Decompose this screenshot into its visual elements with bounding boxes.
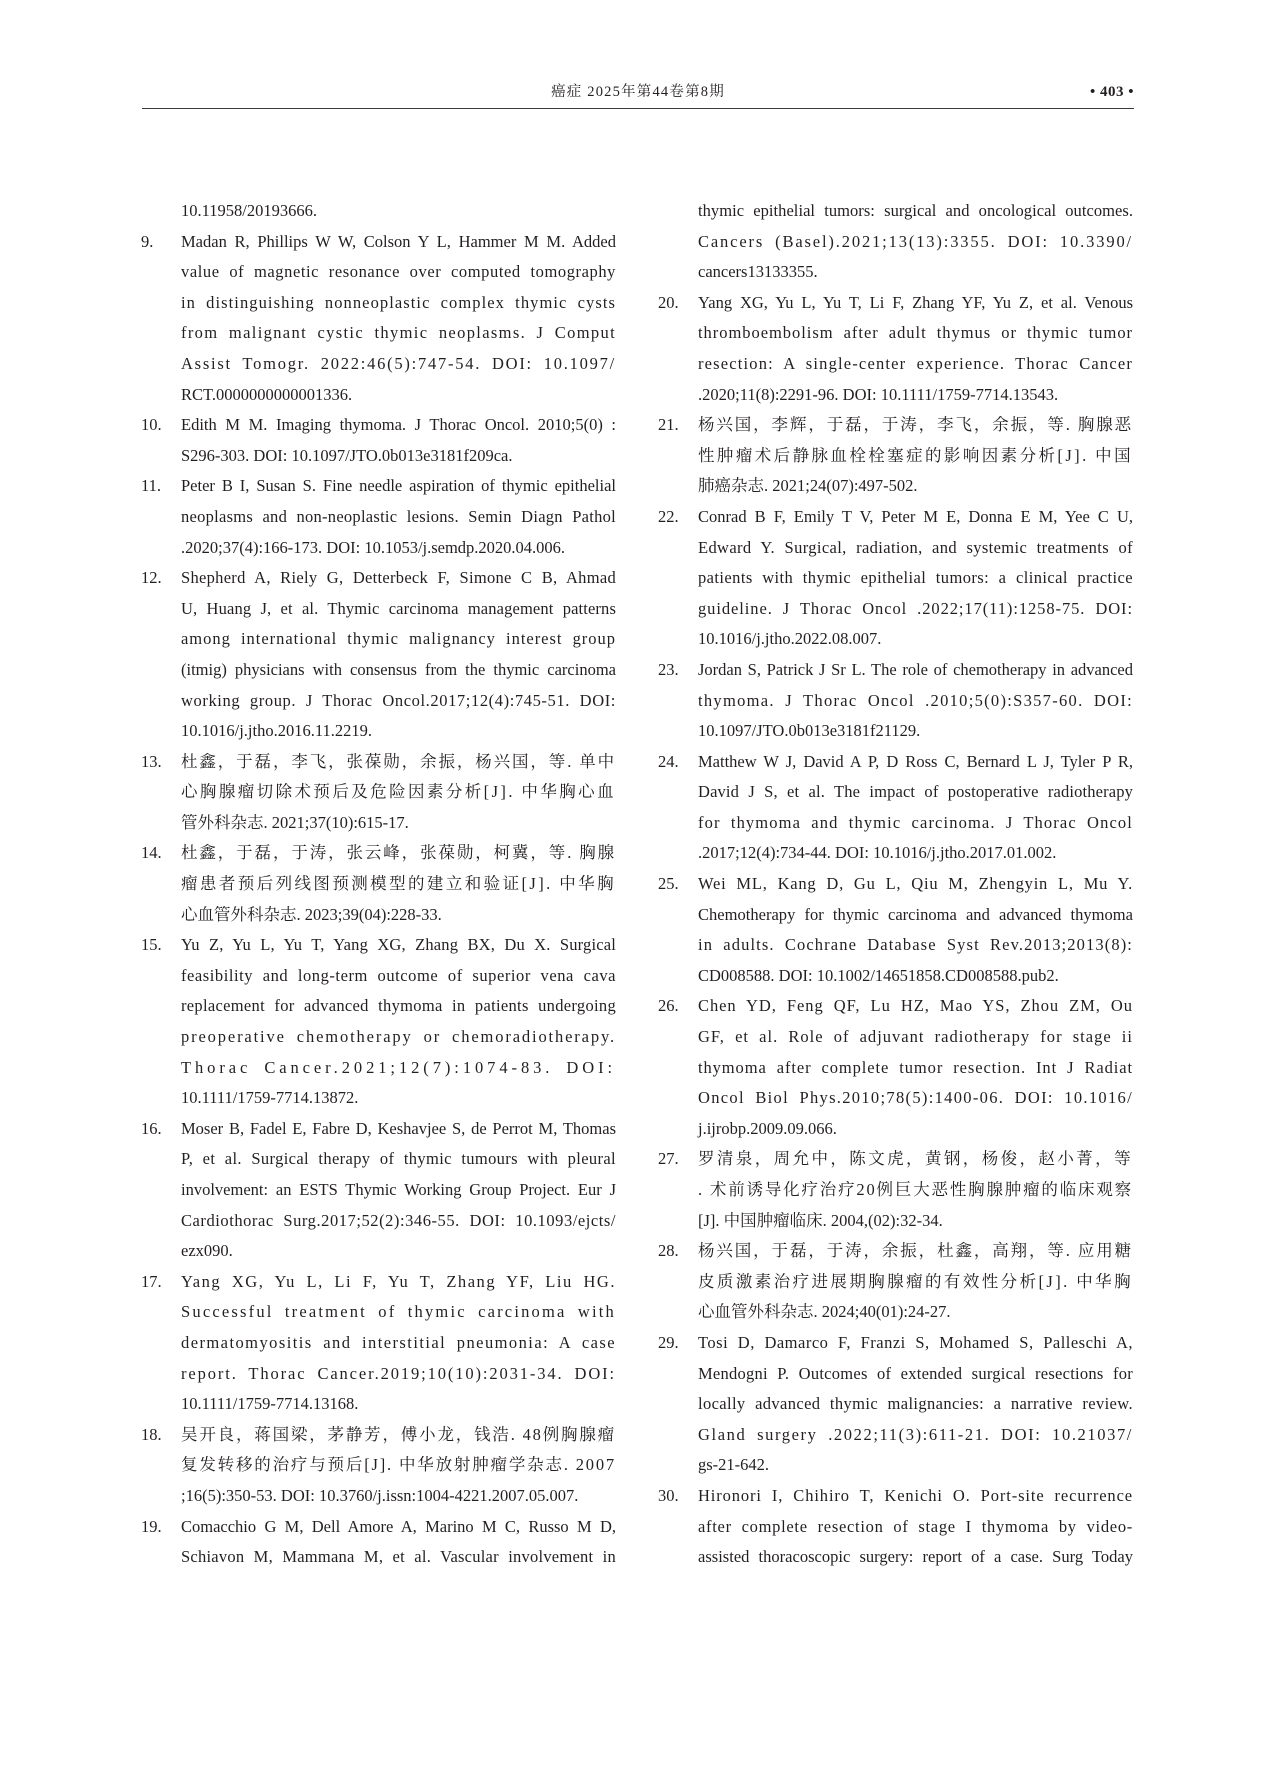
reference-line-text: ;16(5):350-53. DOI: 10.3760/j.issn:1004-4221.2007.05.007. [181, 1485, 579, 1505]
reference-line [181, 624, 616, 655]
reference-line-text: Thorac Cancer.2021;12(7):1074-83. DOI: [181, 1057, 616, 1077]
reference-line-text: Madan R, Phillips W W, Colson Y L, Hammer M M. Added [181, 231, 616, 251]
reference-line [698, 349, 1133, 380]
reference-line-text: 10.1097/JTO.0b013e3181f21129. [698, 721, 921, 741]
reference-line-text: 杜鑫，于磊，于涛，张云峰，张葆勋，柯冀，等. 胸腺 [181, 843, 616, 863]
reference-line-text: Edith M M. Imaging thymoma. J Thorac Oncol. 2010;5(0) : [181, 415, 616, 435]
reference-item [141, 1512, 616, 1573]
reference-number: 11. [141, 476, 162, 496]
reference-line [181, 961, 616, 992]
reference-line-text: [J]. 中国肿瘤临床. 2004,(02):32-34. [698, 1210, 943, 1230]
reference-number: 30. [658, 1485, 679, 1505]
reference-line [181, 533, 616, 564]
reference-line-text: 性肿瘤术后静脉血栓栓塞症的影响因素分析[J]. 中国 [698, 445, 1133, 465]
reference-line-text: (itmig) physicians with consensus from the thymic carcinoma [181, 659, 616, 679]
reference-number: 17. [141, 1271, 162, 1291]
reference-line [181, 1267, 616, 1298]
reference-line [698, 1450, 1133, 1481]
reference-line [698, 991, 1133, 1022]
reference-line [181, 747, 616, 778]
reference-item [658, 1236, 1133, 1328]
reference-line [698, 869, 1133, 900]
running-head [0, 81, 1276, 103]
reference-number: 21. [658, 415, 679, 435]
reference-item [141, 747, 616, 839]
reference-line [181, 900, 616, 931]
reference-line-text: neoplasms and non-neoplastic lesions. Semin Diagn Pathol [181, 506, 616, 526]
reference-line [698, 257, 1133, 288]
reference-line-text: 心胸腺瘤切除术预后及危险因素分析[J]. 中华胸心血 [181, 782, 616, 802]
reference-number: 20. [658, 292, 679, 312]
reference-line [698, 1359, 1133, 1390]
reference-number: 22. [658, 506, 679, 526]
reference-line-text: thromboembolism after adult thymus or thymic tumor [698, 323, 1133, 343]
reference-line-text: thymoma after complete tumor resection. Int J Radiat [698, 1057, 1133, 1077]
reference-line [698, 410, 1133, 441]
reference-item [658, 747, 1133, 869]
reference-line [698, 1389, 1133, 1420]
reference-line-text: involvement: an ESTS Thymic Working Group Project. Eur J [181, 1180, 616, 1199]
reference-line-text: 10.1111/1759-7714.13168. [181, 1394, 359, 1414]
page-number: • 403 • [1089, 84, 1134, 100]
reference-line-text: resection: A single-center experience. Thorac Cancer [698, 353, 1133, 373]
reference-number: 16. [141, 1118, 162, 1138]
reference-line [698, 777, 1133, 808]
reference-item [141, 410, 616, 471]
reference-line [698, 1297, 1133, 1328]
reference-line-text: 肺癌杂志. 2021;24(07):497-502. [698, 476, 918, 496]
reference-line-text: Chen YD, Feng QF, Lu HZ, Mao YS, Zhou ZM, Ou [698, 996, 1133, 1016]
reference-line [181, 991, 616, 1022]
reference-line [181, 196, 616, 227]
reference-line [698, 747, 1133, 778]
reference-line-text: 管外科杂志. 2021;37(10):615-17. [181, 812, 409, 832]
journal-issue: 癌症 2025年第44卷第8期 [551, 84, 725, 100]
reference-line [698, 838, 1133, 869]
reference-line [698, 1328, 1133, 1359]
reference-line-text: GF, et al. Role of adjuvant radiotherapy for stage ii [698, 1027, 1133, 1047]
reference-line [181, 1144, 616, 1175]
reference-line-text: Oncol Biol Phys.2010;78(5):1400-06. DOI: 10.1016/ [698, 1088, 1133, 1108]
reference-line-text: j.ijrobp.2009.09.066. [698, 1118, 837, 1138]
reference-line-text: guideline. J Thorac Oncol .2022;17(11):1258-75. DOI: [698, 598, 1133, 618]
reference-item [141, 563, 616, 747]
reference-line [181, 594, 616, 625]
reference-line-text: locally advanced thymic malignancies: a narrative review. [698, 1394, 1133, 1414]
reference-number: 23. [658, 659, 679, 679]
reference-number: 26. [658, 996, 679, 1016]
reference-line-text: feasibility and long-term outcome of superior vena cava [181, 965, 616, 985]
reference-continuation [141, 196, 616, 227]
reference-number: 25. [658, 874, 679, 894]
reference-item [141, 838, 616, 930]
reference-line-text: Assist Tomogr. 2022:46(5):747-54. DOI: 10.1097/ [181, 353, 616, 373]
reference-line [698, 1481, 1133, 1512]
reference-line [698, 1022, 1133, 1053]
reference-line [698, 502, 1133, 533]
reference-line-text: Edward Y. Surgical, radiation, and systemic treatments of [698, 537, 1133, 557]
reference-line-text: preoperative chemotherapy or chemoradiotherapy. [181, 1027, 616, 1047]
reference-line [698, 1267, 1133, 1298]
reference-line-text: Shepherd A, Riely G, Detterbeck F, Simone C B, Ahmad [181, 568, 616, 588]
reference-line-text: 10.11958/20193666. [181, 201, 317, 220]
reference-line [181, 288, 616, 319]
reference-line [181, 410, 616, 441]
reference-line-text: Cardiothorac Surg.2017;52(2):346-55. DOI: 10.1093/ejcts/ [181, 1210, 616, 1230]
reference-line [698, 655, 1133, 686]
reference-line-text: Moser B, Fadel E, Fabre D, Keshavjee S, de Perrot M, Thomas [181, 1118, 616, 1138]
reference-line [698, 1420, 1133, 1451]
reference-item [141, 930, 616, 1114]
reference-line [181, 1481, 616, 1512]
reference-line-text: Conrad B F, Emily T V, Peter M E, Donna E M, Yee C U, [698, 506, 1133, 526]
reference-line [181, 1114, 616, 1145]
reference-line-text: Yu Z, Yu L, Yu T, Yang XG, Zhang BX, Du X. Surgical [181, 935, 616, 955]
reference-line-text: Wei ML, Kang D, Gu L, Qiu M, Zhengyin L, Mu Y. [698, 874, 1133, 894]
reference-line-text: Schiavon M, Mammana M, et al. Vascular involvement in [181, 1547, 616, 1567]
reference-line-text: gs-21-642. [698, 1455, 770, 1475]
reference-line [181, 1328, 616, 1359]
header-rule [142, 108, 1134, 109]
reference-line-text: 瘤患者预后列线图预测模型的建立和验证[J]. 中华胸 [181, 874, 616, 894]
reference-line [698, 533, 1133, 564]
reference-line-text: Peter B I, Susan S. Fine needle aspiration of thymic epithelial [181, 476, 616, 496]
reference-line [181, 1450, 616, 1481]
reference-line [698, 930, 1133, 961]
reference-line-text: 心血管外科杂志. 2023;39(04):228-33. [181, 904, 442, 924]
reference-item [658, 869, 1133, 991]
reference-line-text: Yang XG, Yu L, Li F, Yu T, Zhang YF, Liu HG. [181, 1271, 616, 1291]
reference-continuation [658, 196, 1133, 288]
reference-number: 9. [141, 231, 154, 251]
reference-line [698, 196, 1133, 227]
reference-item [658, 410, 1133, 502]
reference-item [658, 502, 1133, 655]
reference-line-text: 杨兴国，于磊，于涛，余振，杜鑫，高翔，等. 应用糖 [698, 1241, 1133, 1261]
reference-item [658, 1328, 1133, 1481]
reference-line-text: S296-303. DOI: 10.1097/JTO.0b013e3181f209ca. [181, 445, 513, 465]
reference-line-text: 10.1111/1759-7714.13872. [181, 1088, 359, 1108]
reference-line-text: 杨兴国，李辉，于磊，于涛，李飞，余振，等. 胸腺恶 [698, 415, 1133, 435]
reference-line-text: 皮质激素治疗进展期胸腺瘤的有效性分析[J]. 中华胸 [698, 1271, 1133, 1291]
reference-line [181, 349, 616, 380]
reference-line-text: 罗清泉，周允中，陈文虎，黄钢，杨俊，赵小菁，等 [698, 1149, 1133, 1169]
reference-line [698, 716, 1133, 747]
reference-line-text: Gland surgery .2022;11(3):611-21. DOI: 10.21037/ [698, 1424, 1133, 1444]
reference-column-right [658, 196, 1133, 1573]
reference-line [698, 1542, 1133, 1573]
reference-line [698, 808, 1133, 839]
reference-line [181, 686, 616, 717]
reference-line-text: thymoma. J Thorac Oncol .2010;5(0):S357-60. DOI: [698, 690, 1133, 710]
reference-line-text: Successful treatment of thymic carcinoma with [181, 1302, 616, 1322]
reference-number: 27. [658, 1149, 679, 1169]
reference-line-text: .2020;37(4):166-173. DOI: 10.1053/j.semdp.2020.04.006. [181, 537, 566, 557]
reference-line [698, 1144, 1133, 1175]
reference-line [698, 1114, 1133, 1145]
reference-line [698, 288, 1133, 319]
reference-line [698, 1175, 1133, 1206]
reference-line [181, 380, 616, 411]
reference-item [141, 471, 616, 563]
reference-line-text: Yang XG, Yu L, Yu T, Li F, Zhang YF, Yu Z, et al. Venous [698, 292, 1133, 312]
reference-number: 19. [141, 1516, 162, 1536]
reference-item [658, 288, 1133, 410]
reference-line [181, 1083, 616, 1114]
reference-number: 14. [141, 843, 162, 863]
reference-line-text: Cancers (Basel).2021;13(13):3355. DOI: 10.3390/ [698, 231, 1133, 251]
reference-line [181, 838, 616, 869]
reference-line [181, 930, 616, 961]
reference-line [181, 1236, 616, 1267]
reference-number: 13. [141, 751, 162, 771]
reference-number: 18. [141, 1424, 162, 1444]
reference-line [698, 441, 1133, 472]
reference-item [658, 1144, 1133, 1236]
reference-line-text: Matthew W J, David A P, D Ross C, Bernard L J, Tyler P R, [698, 751, 1133, 771]
reference-line-text: CD008588. DOI: 10.1002/14651858.CD008588.pub2. [698, 965, 1059, 985]
reference-line [181, 1359, 616, 1390]
reference-line-text: among international thymic malignancy interest group [181, 629, 616, 649]
reference-line [698, 380, 1133, 411]
reference-line [698, 594, 1133, 625]
reference-line-text: Tosi D, Damarco F, Franzi S, Mohamed S, Palleschi A, [698, 1332, 1133, 1352]
reference-line [181, 502, 616, 533]
reference-line [698, 1206, 1133, 1237]
reference-line-text: 心血管外科杂志. 2024;40(01):24-27. [698, 1302, 951, 1322]
reference-line-text: . 术前诱导化疗治疗20例巨大恶性胸腺肿瘤的临床观察 [698, 1180, 1133, 1199]
reference-item [141, 1267, 616, 1420]
reference-line-text: U, Huang J, et al. Thymic carcinoma management patterns [181, 598, 616, 618]
reference-line-text: .2020;11(8):2291-96. DOI: 10.1111/1759-7714.13543. [698, 384, 1059, 404]
reference-number: 10. [141, 415, 162, 435]
reference-line [181, 777, 616, 808]
reference-line-text: 复发转移的治疗与预后[J]. 中华放射肿瘤学杂志. 2007 [181, 1455, 616, 1475]
reference-line [698, 1512, 1133, 1543]
reference-number: 12. [141, 568, 162, 588]
reference-line [181, 441, 616, 472]
reference-line-text: for thymoma and thymic carcinoma. J Thorac Oncol [698, 812, 1133, 832]
reference-line [181, 1542, 616, 1573]
reference-line [698, 1053, 1133, 1084]
reference-line [181, 1022, 616, 1053]
reference-line-text: thymic epithelial tumors: surgical and oncological outcomes. [698, 201, 1133, 220]
reference-line-text: dermatomyositis and interstitial pneumonia: A case [181, 1332, 616, 1352]
reference-line-text: report. Thorac Cancer.2019;10(10):2031-34. DOI: [181, 1363, 616, 1383]
reference-item [141, 1114, 616, 1267]
reference-line-text: ezx090. [181, 1241, 233, 1261]
reference-line [181, 1512, 616, 1543]
reference-line [698, 318, 1133, 349]
reference-line-text: Hironori I, Chihiro T, Kenichi O. Port-site recurrence [698, 1485, 1133, 1505]
reference-line [698, 227, 1133, 258]
reference-line [181, 1053, 616, 1084]
reference-line [698, 624, 1133, 655]
reference-line [181, 563, 616, 594]
reference-item [658, 655, 1133, 747]
reference-line [181, 257, 616, 288]
reference-line-text: replacement for advanced thymoma in patients undergoing [181, 996, 616, 1016]
reference-line-text: in adults. Cochrane Database Syst Rev.2013;2013(8): [698, 935, 1133, 955]
reference-number: 15. [141, 935, 162, 955]
reference-line-text: after complete resection of stage I thymoma by video- [698, 1516, 1133, 1536]
reference-line-text: working group. J Thorac Oncol.2017;12(4):745-51. DOI: [181, 690, 616, 710]
reference-line [698, 961, 1133, 992]
reference-line-text: Jordan S, Patrick J Sr L. The role of chemotherapy in advanced [698, 659, 1133, 679]
reference-line [181, 1175, 616, 1206]
reference-line [698, 1083, 1133, 1114]
reference-line-text: Chemotherapy for thymic carcinoma and advanced thymoma [698, 904, 1133, 924]
reference-line [181, 655, 616, 686]
reference-line-text: 吴开良，蒋国梁，茅静芳，傅小龙，钱浩. 48例胸腺瘤 [181, 1424, 616, 1444]
reference-line-text: patients with thymic epithelial tumors: a clinical practice [698, 568, 1133, 588]
reference-line [698, 900, 1133, 931]
reference-line-text: from malignant cystic thymic neoplasms. J Comput [181, 323, 616, 343]
reference-line [181, 318, 616, 349]
reference-line [181, 1297, 616, 1328]
reference-line [698, 563, 1133, 594]
reference-line [181, 716, 616, 747]
reference-line-text: .2017;12(4):734-44. DOI: 10.1016/j.jtho.2017.01.002. [698, 843, 1057, 863]
reference-item [141, 227, 616, 411]
reference-line [698, 471, 1133, 502]
reference-line [181, 869, 616, 900]
reference-line-text: value of magnetic resonance over computed tomography [181, 262, 616, 282]
reference-line-text: David J S, et al. The impact of postoperative radiotherapy [698, 782, 1133, 802]
reference-line-text: assisted thoracoscopic surgery: report of a case. Surg Today [698, 1547, 1133, 1567]
reference-item [658, 991, 1133, 1144]
reference-line [181, 1206, 616, 1237]
reference-column-left [141, 196, 616, 1573]
reference-number: 28. [658, 1241, 679, 1261]
reference-line-text: 10.1016/j.jtho.2016.11.2219. [181, 721, 372, 741]
reference-line-text: Mendogni P. Outcomes of extended surgical resections for [698, 1363, 1133, 1383]
reference-item [658, 1481, 1133, 1573]
reference-line-text: in distinguishing nonneoplastic complex thymic cysts [181, 292, 616, 312]
reference-line [698, 686, 1133, 717]
reference-line-text: Comacchio G M, Dell Amore A, Marino M C, Russo M D, [181, 1516, 616, 1536]
reference-line-text: cancers13133355. [698, 262, 818, 282]
reference-line-text: 杜鑫，于磊，李飞，张葆勋，余振，杨兴国，等. 单中 [181, 751, 616, 771]
reference-line [181, 808, 616, 839]
reference-number: 24. [658, 751, 679, 771]
reference-line-text: 10.1016/j.jtho.2022.08.007. [698, 629, 882, 649]
reference-line [181, 471, 616, 502]
reference-line-text: RCT.0000000000001336. [181, 384, 353, 404]
reference-line [181, 1389, 616, 1420]
reference-number: 29. [658, 1332, 679, 1352]
reference-line [181, 1420, 616, 1451]
reference-line [181, 227, 616, 258]
reference-line [698, 1236, 1133, 1267]
reference-item [141, 1420, 616, 1512]
reference-line-text: P, et al. Surgical therapy of thymic tumours with pleural [181, 1149, 616, 1169]
